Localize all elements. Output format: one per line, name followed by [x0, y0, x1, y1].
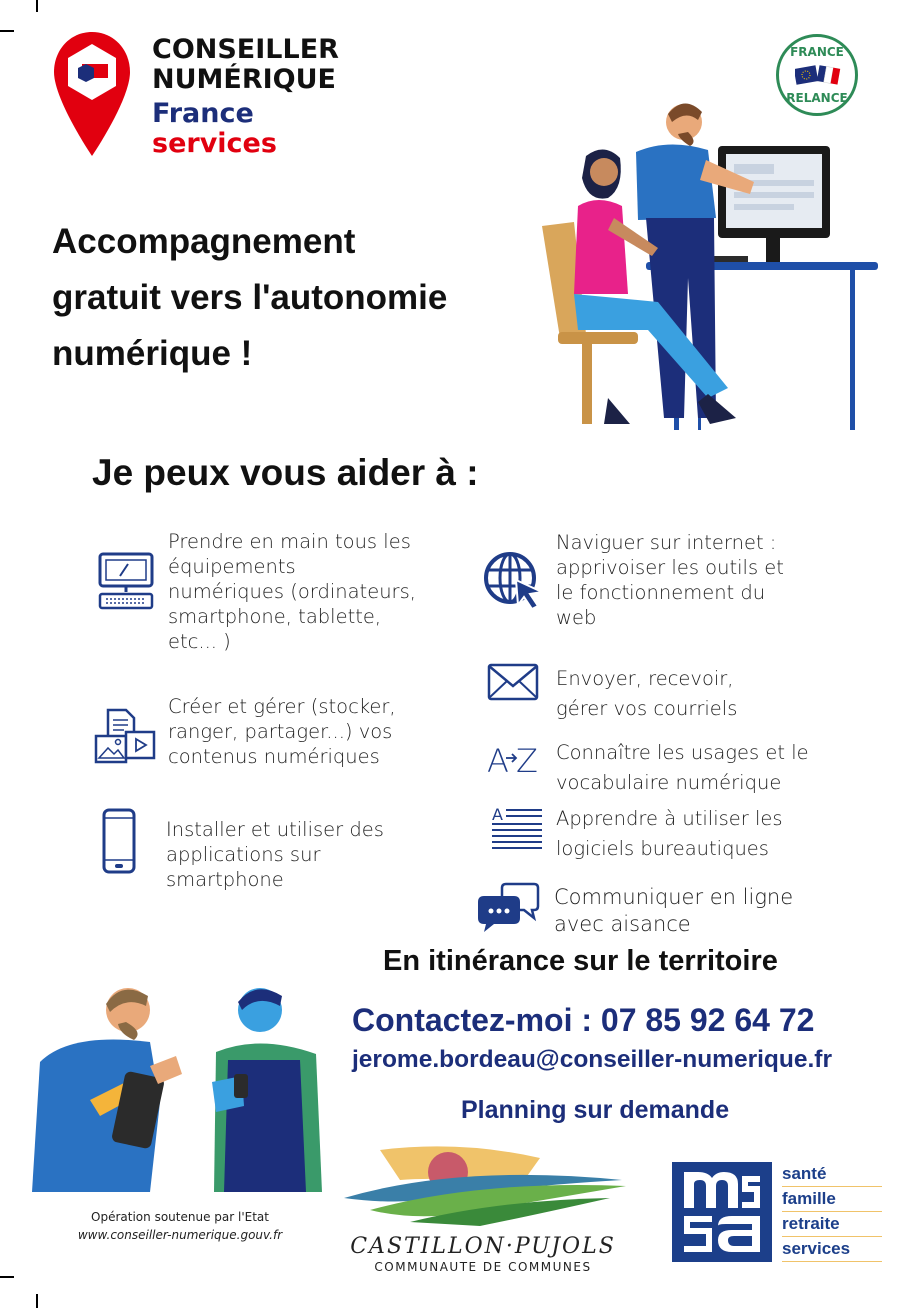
msa-line-services: services — [782, 1237, 882, 1262]
computer-icon — [96, 550, 156, 616]
service-text-internet: Naviguer sur internet : apprivoiser les outils et le fonctionnement du web — [556, 531, 784, 629]
flags-icon — [795, 65, 841, 87]
planning-note: Planning sur demande — [461, 1096, 730, 1124]
headline — [52, 214, 522, 382]
headline-line-1: Accompagnement — [52, 222, 356, 261]
contact-email[interactable]: jerome.bordeau@conseiller-numerique.fr — [352, 1046, 832, 1073]
documents-icon — [94, 706, 156, 766]
svg-text:A: A — [492, 805, 503, 824]
people-at-computer-illustration — [538, 98, 888, 433]
service-item — [486, 662, 540, 702]
service-text-office-software: Apprendre à utiliser les logiciels bureautiques — [556, 807, 783, 860]
service-text-email: Envoyer, recevoir, gérer vos courriels — [556, 667, 738, 720]
subheading: Je peux vous aider à : — [92, 452, 479, 493]
service-text-vocabulary: Connaître les usages et le vocabulaire numérique — [556, 741, 809, 794]
service-item — [476, 882, 542, 934]
service-item — [96, 550, 156, 616]
msa-line-famille: famille — [782, 1187, 882, 1212]
support-line-1: Opération soutenue par l'Etat — [91, 1210, 269, 1224]
msa-logo — [672, 1162, 886, 1262]
people-with-devices-illustration — [30, 982, 330, 1192]
service-text-communicate: Communiquer en ligne avec aisance — [554, 885, 794, 936]
logo-line-4: services — [152, 128, 277, 159]
castillon-subtitle: COMMUNAUTE DE COMMUNES — [374, 1260, 592, 1274]
location-pin-logo-icon — [52, 30, 132, 160]
svg-text:Z: Z — [516, 742, 538, 778]
support-website[interactable]: www.conseiller-numerique.gouv.fr — [77, 1228, 283, 1242]
service-item — [486, 738, 540, 778]
msa-tagline — [782, 1162, 882, 1262]
conseiller-numerique-logo — [52, 30, 372, 165]
text-document-icon — [490, 804, 544, 856]
crop-mark — [0, 30, 14, 32]
service-item — [100, 806, 140, 876]
relance-badge-bottom: RELANCE — [786, 91, 848, 105]
crop-mark — [0, 1276, 14, 1278]
headline-line-3: numérique ! — [52, 334, 253, 373]
a-to-z-icon — [486, 738, 540, 778]
msa-mark-icon — [672, 1162, 772, 1262]
service-item — [94, 706, 156, 766]
envelope-icon — [486, 662, 540, 702]
chat-bubbles-icon — [476, 882, 542, 934]
service-item — [482, 550, 546, 610]
globe-cursor-icon — [482, 550, 546, 610]
service-text-apps: Installer et utiliser des applications sur smartphone — [166, 818, 384, 891]
castillon-name: CASTILLON·PUJOLS — [350, 1234, 616, 1259]
crop-mark — [36, 0, 38, 12]
headline-line-2: gratuit vers l'autonomie — [52, 278, 448, 317]
landscape-logo-icon — [340, 1140, 630, 1232]
msa-line-sante: santé — [782, 1162, 882, 1187]
itinerance-heading: En itinérance sur le territoire — [383, 945, 778, 977]
msa-line-retraite: retraite — [782, 1212, 882, 1237]
castillon-pujols-logo — [340, 1140, 630, 1280]
logo-line-2: NUMÉRIQUE — [152, 64, 336, 95]
contact-phone: Contactez-moi : 07 85 92 64 72 — [352, 1002, 815, 1038]
logo-line-3: France — [152, 98, 254, 129]
crop-mark — [36, 1294, 38, 1308]
service-text-equipment: Prendre en main tous les équipements numériques (ordinateurs, smartphone, tablette, etc... ) — [168, 530, 416, 653]
svg-text:A: A — [487, 742, 509, 778]
service-text-content: Créer et gérer (stocker, ranger, partager...) vos contenus numériques — [168, 695, 396, 768]
service-item — [490, 804, 544, 856]
smartphone-icon — [100, 806, 140, 876]
relance-badge-top: FRANCE — [790, 45, 844, 59]
logo-line-1: CONSEILLER — [152, 34, 339, 65]
